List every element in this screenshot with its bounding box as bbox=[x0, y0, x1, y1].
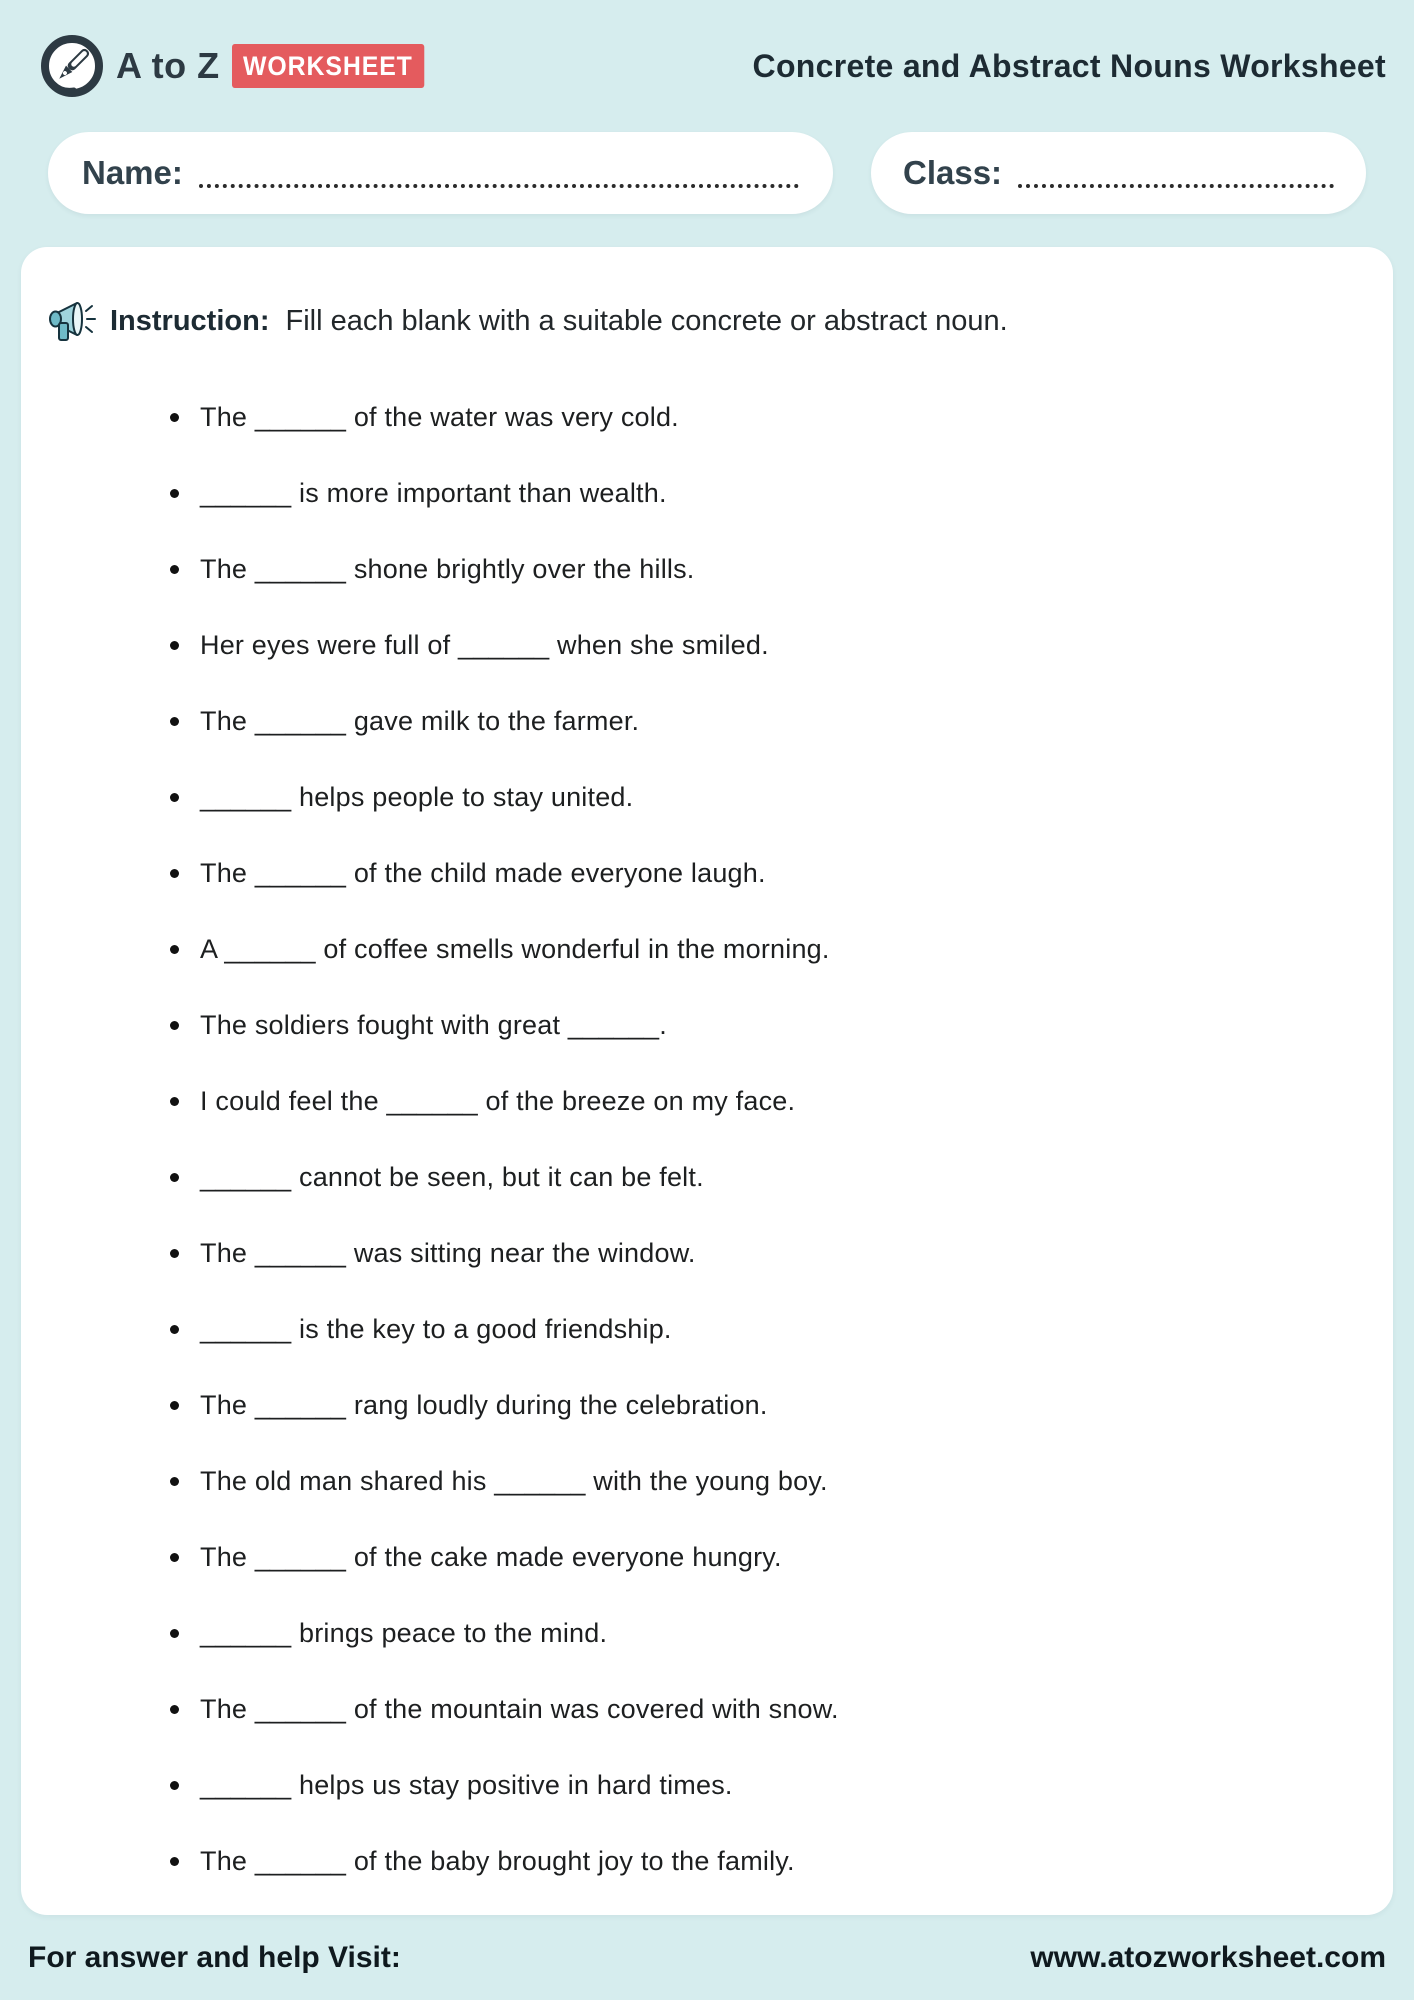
list-item bbox=[170, 1009, 1353, 1085]
bullet-icon bbox=[170, 793, 179, 802]
list-item bbox=[170, 933, 1353, 1009]
class-field-card bbox=[871, 132, 1366, 214]
list-item bbox=[170, 1769, 1353, 1845]
sentence-text: The ______ of the water was very cold. bbox=[200, 402, 679, 432]
bullet-icon bbox=[170, 565, 179, 574]
list-item bbox=[170, 1313, 1353, 1389]
bullet-icon bbox=[170, 1629, 179, 1638]
sentence-text: The ______ of the mountain was covered with snow. bbox=[200, 1694, 839, 1724]
sentence-text: A ______ of coffee smells wonderful in the morning. bbox=[200, 934, 830, 964]
worksheet-card bbox=[21, 247, 1393, 1915]
list-item bbox=[170, 401, 1353, 477]
bullet-icon bbox=[170, 945, 179, 954]
bullet-icon bbox=[170, 1249, 179, 1258]
list-item bbox=[170, 705, 1353, 781]
name-label: Name: bbox=[82, 154, 183, 191]
sentence-text: ______ helps us stay positive in hard times. bbox=[200, 1770, 733, 1800]
class-write-line[interactable] bbox=[1018, 184, 1334, 188]
bullet-icon bbox=[170, 1021, 179, 1030]
sentence-text: The ______ shone brightly over the hills. bbox=[200, 554, 695, 584]
bullet-icon bbox=[170, 489, 179, 498]
sentence-text: I could feel the ______ of the breeze on my face. bbox=[200, 1086, 796, 1116]
name-write-line[interactable] bbox=[199, 184, 799, 188]
page-title: Concrete and Abstract Nouns Worksheet bbox=[752, 48, 1386, 84]
class-label: Class: bbox=[903, 154, 1003, 191]
footer-note: For answer and help Visit: bbox=[28, 1941, 401, 1974]
footer bbox=[28, 1930, 1386, 1986]
sentence-text: The soldiers fought with great ______. bbox=[200, 1010, 667, 1040]
list-item bbox=[170, 1845, 1353, 1921]
bullet-icon bbox=[170, 869, 179, 878]
list-item bbox=[170, 1541, 1353, 1617]
list-item bbox=[170, 553, 1353, 629]
list-item bbox=[170, 1693, 1353, 1769]
pen-circle-logo-icon bbox=[40, 34, 104, 98]
sentence-text: The ______ gave milk to the farmer. bbox=[200, 706, 640, 736]
list-item bbox=[170, 1465, 1353, 1541]
list-item bbox=[170, 1237, 1353, 1313]
sentence-text: ______ brings peace to the mind. bbox=[200, 1618, 608, 1648]
instruction-text: Fill each blank with a suitable concrete or abstract noun. bbox=[285, 304, 1008, 337]
list-item bbox=[170, 629, 1353, 705]
sentence-text: The old man shared his ______ with the young boy. bbox=[200, 1466, 828, 1496]
bullet-icon bbox=[170, 641, 179, 650]
site-url[interactable]: www.atozworksheet.com bbox=[1030, 1941, 1386, 1974]
bullet-icon bbox=[170, 1705, 179, 1714]
sentence-text: The ______ was sitting near the window. bbox=[200, 1238, 696, 1268]
bullet-icon bbox=[170, 1401, 179, 1410]
logo-badge: WORKSHEET bbox=[232, 44, 424, 88]
bullet-icon bbox=[170, 1173, 179, 1182]
sentence-list bbox=[170, 401, 1353, 1921]
sentence-text: The ______ rang loudly during the celebration. bbox=[200, 1390, 768, 1420]
logo-text: A to Z bbox=[116, 45, 220, 86]
list-item bbox=[170, 781, 1353, 857]
instruction-label: Instruction: bbox=[110, 304, 270, 337]
sentence-text: The ______ of the baby brought joy to the family. bbox=[200, 1846, 795, 1876]
bullet-icon bbox=[170, 1097, 179, 1106]
sentence-text: ______ is more important than wealth. bbox=[200, 478, 667, 508]
list-item bbox=[170, 1161, 1353, 1237]
list-item bbox=[170, 1389, 1353, 1465]
brand-logo bbox=[40, 34, 440, 98]
list-item bbox=[170, 1085, 1353, 1161]
bullet-icon bbox=[170, 1325, 179, 1334]
sentence-text: The ______ of the cake made everyone hungry. bbox=[200, 1542, 782, 1572]
name-field-card bbox=[48, 132, 833, 214]
sentence-text: ______ is the key to a good friendship. bbox=[200, 1314, 672, 1344]
bullet-icon bbox=[170, 1553, 179, 1562]
sentence-text: Her eyes were full of ______ when she smiled. bbox=[200, 630, 769, 660]
sentence-text: The ______ of the child made everyone laugh. bbox=[200, 858, 766, 888]
bullet-icon bbox=[170, 1781, 179, 1790]
sentence-text: ______ cannot be seen, but it can be felt. bbox=[200, 1162, 704, 1192]
bullet-icon bbox=[170, 717, 179, 726]
list-item bbox=[170, 857, 1353, 933]
bullet-icon bbox=[170, 1857, 179, 1866]
list-item bbox=[170, 477, 1353, 553]
megaphone-icon bbox=[48, 299, 96, 343]
bullet-icon bbox=[170, 1477, 179, 1486]
list-item bbox=[170, 1617, 1353, 1693]
sentence-text: ______ helps people to stay united. bbox=[200, 782, 634, 812]
bullet-icon bbox=[170, 413, 179, 422]
instruction-row bbox=[48, 299, 1353, 343]
